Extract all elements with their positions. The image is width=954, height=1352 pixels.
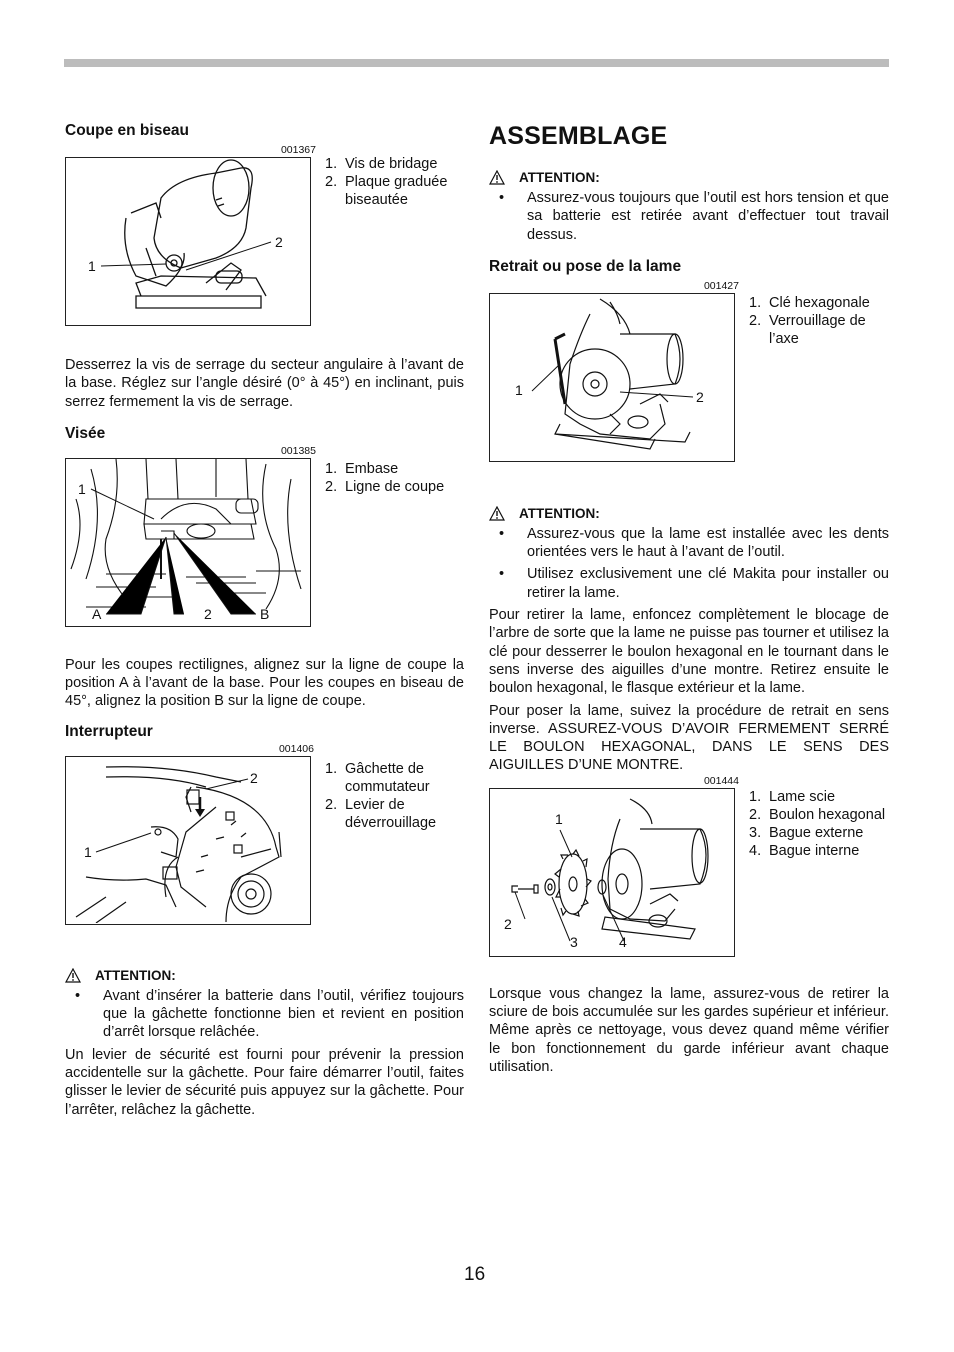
blade-figure-row [489,293,889,462]
blade-heading: Retrait ou pose de la lame [489,257,682,275]
switch-legend [311,760,464,832]
header-rule [64,59,889,67]
assembly-attention-list [489,189,889,244]
parts-label-4: 4 [619,933,627,950]
bevel-legend [311,155,464,209]
legend-item: 2. Boulon hexagonal [749,806,886,823]
sighting-label-a: A [92,605,102,622]
blade-install-text: Pour poser la lame, suivez la procédure de retrait en sens inverse. ASSUREZ-VOUS D’AVOIR FERMEMENT SERRÉ LE BOULON HEXAGONAL, DANS LE SENS DES AIGUILLES D’UNE MONTRE. [489,702,889,774]
legend-item: 1. Lame scie [749,788,836,805]
parts-legend [735,788,885,860]
sighting-figure-code: 001385 [280,444,316,457]
attention-label: ATTENTION: [519,170,600,185]
bevel-figure [65,157,311,326]
blade-label-2: 2 [696,388,704,405]
blade-figure [489,293,735,462]
warning-icon [489,506,505,521]
blade-illustration [490,294,733,460]
bevel-figure-row [65,157,464,326]
bevel-figure-code: 001367 [280,144,316,156]
section-title: ASSEMBLAGE [489,122,668,150]
attention-label: ATTENTION: [519,505,600,521]
switch-figure [65,756,311,925]
blade-attention [489,506,889,521]
cleaning-text: Lorsque vous changez la lame, assurez-vous de retirer la sciure de bois accumulée sur les gardes supérieur et inférieur. Même après ce nettoyage, vous devez quand même vérifier le bon fonctionnement du garde inférieur avant chaque utilisation. [489,985,889,1075]
switch-figure-row [65,756,464,925]
legend-item: 1. Clé hexagonale [749,294,870,311]
sighting-label-b: B [260,605,270,622]
blade-removal-text: Pour retirer la lame, enfoncez complètement le blocage de l’arbre de sorte que la lame ne puisse pas tourner et utilisez la clé pour desserrer le boulon hexagonal en le tournant dans le sens inverse des aiguilles d’une montre. Retirez ensuite le boulon hexagonal, le flasque extérieur et la lame. [489,607,889,697]
sighting-label-2: 2 [204,605,212,622]
legend-item: 2. Plaque graduée biseautée [325,174,448,208]
sighting-figure [65,458,311,627]
right-column [489,122,889,1076]
page-number: 16 [464,1264,486,1285]
warning-icon [489,170,505,185]
parts-figure-code: 001444 [703,774,739,787]
sighting-legend [311,460,444,496]
sighting-illustration [66,459,309,625]
switch-label-1: 1 [84,843,92,860]
bevel-text: Desserrez la vis de serrage du secteur angulaire à l’avant de la base. Réglez sur l’angle désiré (0° à 45°) en inclinant, puis serrez fermement la vis de serrage. [65,357,464,410]
switch-illustration [66,757,309,923]
bevel-illustration [66,158,309,324]
sighting-figure-row [65,458,464,627]
warning-icon [65,968,81,983]
parts-illustration [490,789,733,955]
attention-label: ATTENTION: [95,967,176,983]
legend-item: 1. Gâchette de commutateur [325,760,430,795]
bevel-label-2: 2 [275,234,283,250]
list-item: • Assurez-vous que la lame est installée avec les dents orientées vers le haut à l’avant de l’outil. [499,525,889,561]
list-item: • Assurez-vous toujours que l’outil est hors tension et que sa batterie est retirée avant d’effectuer tout travail dessus. [499,190,889,243]
legend-item: 4. Bague interne [749,842,860,859]
list-item: • Avant d’insérer la batterie dans l’outil, vérifiez toujours que la gâchette fonctionne bien et revient en position d’arrêt lorsque relâchée. [75,987,464,1041]
legend-item: 3. Bague externe [749,824,864,841]
bevel-heading: Coupe en biseau [65,122,190,139]
left-column [65,122,464,1119]
switch-heading: Interrupteur [65,722,153,740]
sighting-heading: Visée [65,424,106,442]
switch-attention [65,968,464,983]
parts-figure-row [489,788,889,957]
sighting-label-1: 1 [78,480,86,497]
legend-item: 1. Embase [325,460,399,477]
assembly-attention [489,170,889,185]
blade-legend [735,294,889,348]
parts-label-3: 3 [570,933,578,950]
legend-item: 2. Verrouillage de l’axe [749,312,866,347]
legend-item: 2. Levier de déverrouillage [325,796,437,831]
switch-figure-code: 001406 [278,742,314,755]
blade-attention-list [489,525,889,602]
sighting-text: Pour les coupes rectilignes, alignez sur la ligne de coupe la position A à l’avant de la base. Pour les coupes en biseau de 45°, alignez la position B sur la ligne de coupe. [65,656,464,710]
legend-item: 1. Vis de bridage [325,156,438,172]
parts-label-1: 1 [555,810,563,827]
parts-label-2: 2 [504,915,512,932]
bevel-label-1: 1 [88,258,96,274]
switch-attention-list [65,987,464,1042]
blade-label-1: 1 [515,381,523,398]
switch-text: Un levier de sécurité est fourni pour prévenir la pression accidentelle sur la gâchette. Pour faire démarrer l’outil, faites glisser le levier de sécurité puis appuyez sur la gâchette. Pour l’arrêter, relâchez la gâchette. [65,1046,464,1118]
blade-figure-code: 001427 [703,279,739,292]
switch-label-2: 2 [250,769,258,786]
parts-figure [489,788,735,957]
list-item: • Utilisez exclusivement une clé Makita pour installer ou retirer la lame. [499,566,889,601]
legend-item: 2. Ligne de coupe [325,478,445,495]
